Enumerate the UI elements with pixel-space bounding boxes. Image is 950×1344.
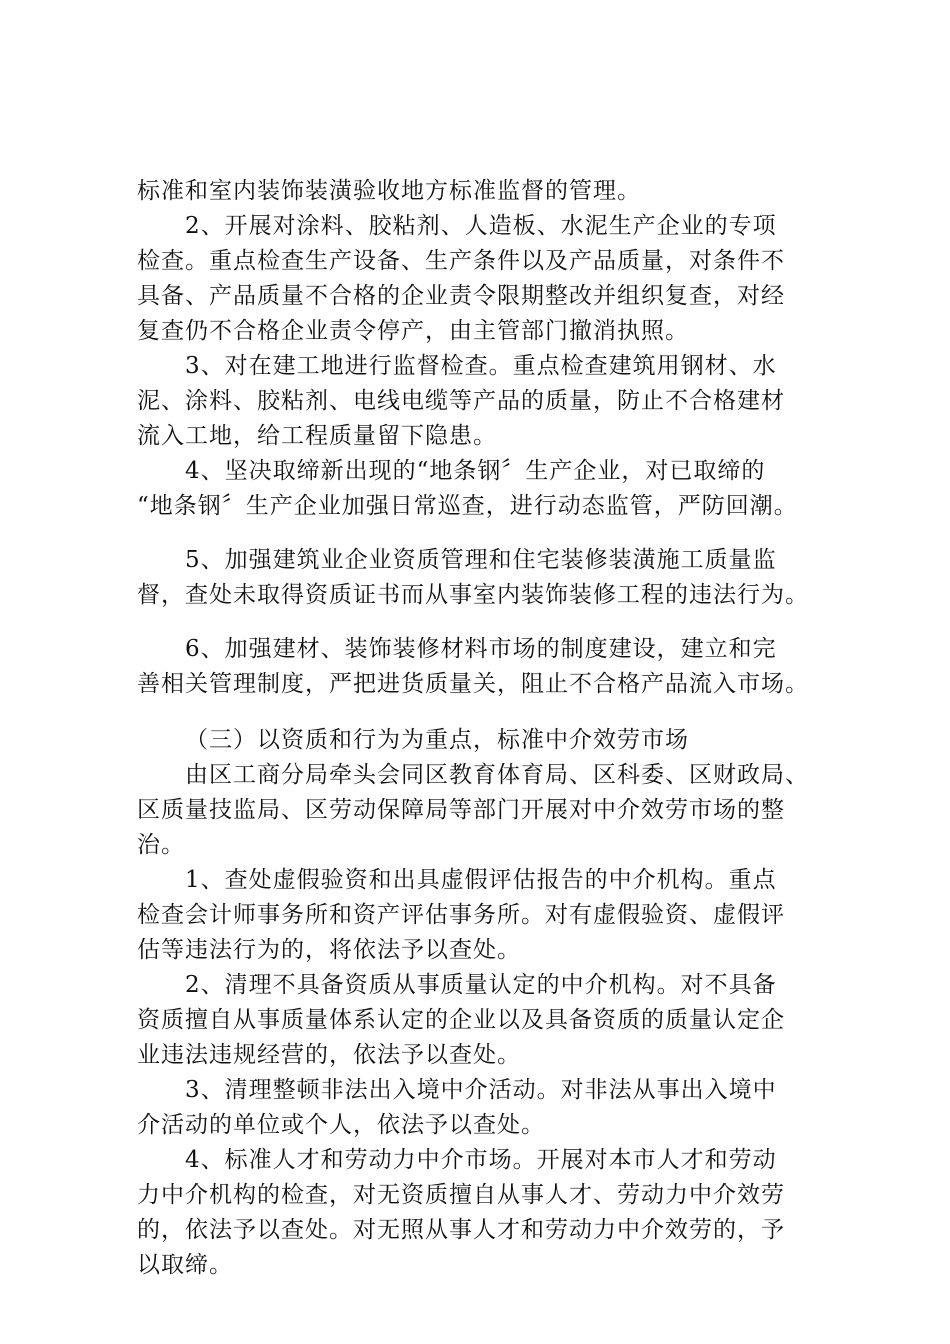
section-heading: （三）以资质和行为为重点，标准中介效劳市场 <box>185 727 689 753</box>
paragraph-continuation: 标准和室内装饰装潢验收地方标准监督的管理。 <box>137 178 641 204</box>
paragraph-item-4: 4、坚决取缔新出现的“地条钢〞生产企业，对已取缔的 “地条钢〞生产企业加强日常巡查，进行动态监管，严防回潮。 <box>137 458 798 519</box>
paragraph-item-2: 2、开展对涂料、胶粘剂、人造板、水泥生产企业的专项 检查。重点检查生产设备、生产条件以及产品质量，对条件不 具备、产品质量不合格的企业责令限期整改并组织复查，对经 复查仍不合格企业责令停产，由主管部门撤消执照。 <box>137 213 785 344</box>
paragraph-intro: 由区工商分局牵头会同区教育体育局、区科委、区财政局、 区质量技监局、区劳动保障局等部门开展对中介效劳市场的整 治。 <box>137 762 809 858</box>
paragraph-sub-4: 4、标准人才和劳动力中介市场。开展对本市人才和劳动 力中介机构的检查，对无资质擅自从事人才、劳动力中介效劳 的，依法予以查处。对无照从事人才和劳动力中介效劳的，予 以取缔。 <box>137 1147 785 1278</box>
paragraph-sub-3: 3、清理整顿非法出入境中介活动。对非法从事出入境中 介活动的单位或个人，依法予以查处。 <box>137 1077 777 1138</box>
paragraph-sub-1: 1、查处虚假验资和出具虚假评估报告的中介机构。重点 检查会计师事务所和资产评估事务所。对有虚假验资、虚假评 估等违法行为的，将依法予以查处。 <box>137 867 785 963</box>
paragraph-sub-2: 2、清理不具备资质从事质量认定的中介机构。对不具备 资质擅自从事质量体系认定的企业以及具备资质的质量认定企 业违法违规经营的，依法予以查处。 <box>137 972 785 1068</box>
paragraph-item-6: 6、加强建材、装饰装修材料市场的制度建设，建立和完 善相关管理制度，严把进货质量关，阻止不合格产品流入市场。 <box>137 636 809 697</box>
paragraph-item-5: 5、加强建筑业企业资质管理和住宅装修装潢施工质量监 督，查处未取得资质证书而从事室内装饰装修工程的违法行为。 <box>137 547 809 608</box>
paragraph-item-3: 3、对在建工地进行监督检查。重点检查建筑用钢材、水 泥、涂料、胶粘剂、电线电缆等产品的质量，防止不合格建材 流入工地，给工程质量留下隐患。 <box>137 353 785 449</box>
